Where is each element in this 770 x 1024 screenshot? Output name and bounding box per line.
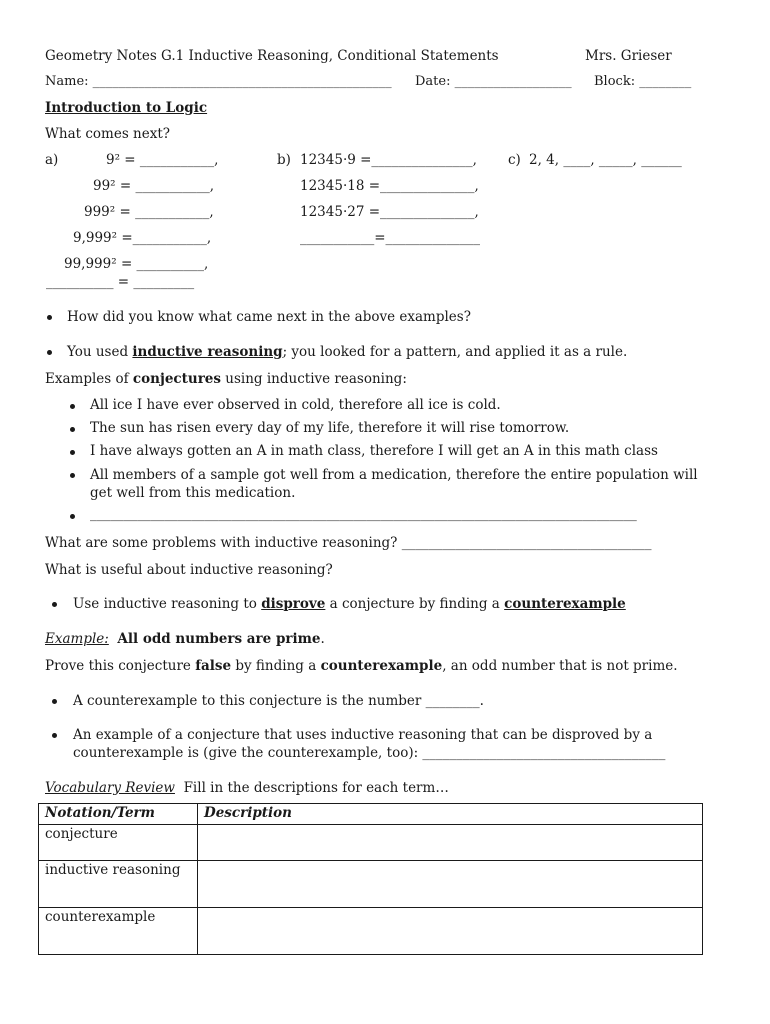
bullet-icon — [70, 450, 75, 455]
conjecture-example: The sun has risen every day of my life, therefore it will rise tomorrow. — [90, 420, 570, 436]
table-header-row — [39, 804, 703, 825]
problems-question[interactable]: What are some problems with inductive reasoning? _____________________________________ — [45, 535, 652, 551]
conjecture-example: All ice I have ever observed in cold, therefore all ice is cold. — [90, 397, 501, 413]
problem-b-line[interactable]: 12345·18 =______________, — [300, 178, 479, 194]
bullet-icon — [47, 350, 52, 355]
teacher-name: Mrs. Grieser — [585, 48, 672, 64]
problem-a-line[interactable]: 9² = ___________, — [106, 152, 219, 168]
prove-instruction: Prove this conjecture false by finding a counterexample, an odd number that is not prime. — [45, 658, 678, 674]
problem-b-line[interactable]: 12345·9 =_______________, — [300, 152, 477, 168]
example-statement: All odd numbers are prime — [117, 631, 321, 647]
bullet-icon — [70, 404, 75, 409]
name-field[interactable]: Name: ______________________________________________ — [45, 74, 392, 89]
bullet-icon — [52, 699, 57, 704]
conjecture-counterexample-answer[interactable]: An example of a conjecture that uses inductive reasoning that can be disproved by a counterexample is (give the counterexample, too): ____________________________________ — [73, 727, 666, 761]
problem-a-line[interactable]: 99,999² = __________, — [64, 256, 209, 272]
counterexample-answer[interactable]: A counterexample to this conjecture is the number ________. — [73, 693, 484, 709]
problem-c-line[interactable]: 2, 4, ____, _____, ______ — [529, 152, 682, 168]
term-cell: counterexample — [39, 908, 198, 955]
problem-a-label: a) — [45, 152, 59, 168]
date-field[interactable]: Date: __________________ — [415, 74, 572, 89]
vocab-label: Vocabulary Review — [45, 780, 175, 796]
conjectures-intro: Examples of conjectures using inductive reasoning: — [45, 371, 407, 387]
section-heading: Introduction to Logic — [45, 100, 208, 116]
term-disprove: disprove — [261, 596, 326, 612]
column-header-term: Notation/Term — [39, 804, 198, 825]
term-cell: inductive reasoning — [39, 861, 198, 908]
useful-question: What is useful about inductive reasoning? — [45, 562, 333, 578]
question-pattern: How did you know what came next in the above examples? — [67, 309, 471, 325]
term-counterexample: counterexample — [504, 596, 626, 612]
table-row — [39, 908, 703, 955]
bullet-icon — [52, 602, 57, 607]
term-conjectures: conjectures — [132, 371, 221, 387]
problem-a-line[interactable]: 999² = ___________, — [84, 204, 214, 220]
term-inductive-reasoning: inductive reasoning — [132, 344, 283, 360]
problem-b-line[interactable]: 12345·27 =______________, — [300, 204, 479, 220]
block-field[interactable]: Block: ________ — [594, 74, 692, 89]
bullet-icon — [70, 473, 75, 478]
vocab-table — [38, 803, 703, 955]
problem-a-line[interactable]: __________ = _________ — [46, 274, 195, 290]
conjecture-example: All members of a sample got well from a medication, therefore the entire population will get well from this medication. — [90, 467, 698, 501]
example-line: Example: All odd numbers are prime. — [45, 631, 325, 647]
bullet-icon — [47, 315, 52, 320]
description-cell[interactable] — [198, 825, 703, 861]
table-row — [39, 825, 703, 861]
problem-a-line[interactable]: 99² = ___________, — [93, 178, 215, 194]
conjecture-blank[interactable]: _________________________________________________________________________________ — [90, 506, 637, 522]
problem-c-label: c) — [508, 152, 521, 168]
disprove-statement: Use inductive reasoning to disprove a conjecture by finding a counterexample — [73, 596, 626, 612]
bullet-icon — [52, 733, 57, 738]
table-row — [39, 861, 703, 908]
vocab-instruction: Fill in the descriptions for each term… — [183, 780, 449, 796]
description-cell[interactable] — [198, 908, 703, 955]
bullet-icon — [70, 514, 75, 519]
page-title: Geometry Notes G.1 Inductive Reasoning, Conditional Statements — [45, 48, 499, 64]
problem-a-line[interactable]: 9,999² =___________, — [73, 230, 212, 246]
problem-b-label: b) — [277, 152, 291, 168]
conjecture-example: I have always gotten an A in math class, therefore I will get an A in this math class — [90, 443, 658, 459]
bullet-icon — [70, 427, 75, 432]
problem-b-line[interactable]: ___________=______________ — [300, 230, 481, 246]
column-header-description: Description — [198, 804, 703, 825]
inductive-reasoning-definition: You used inductive reasoning; you looked for a pattern, and applied it as a rule. — [67, 344, 628, 360]
vocab-heading — [45, 780, 449, 796]
description-cell[interactable] — [198, 861, 703, 908]
prompt-text: What comes next? — [45, 126, 170, 142]
example-label: Example: — [45, 631, 109, 647]
term-cell: conjecture — [39, 825, 198, 861]
